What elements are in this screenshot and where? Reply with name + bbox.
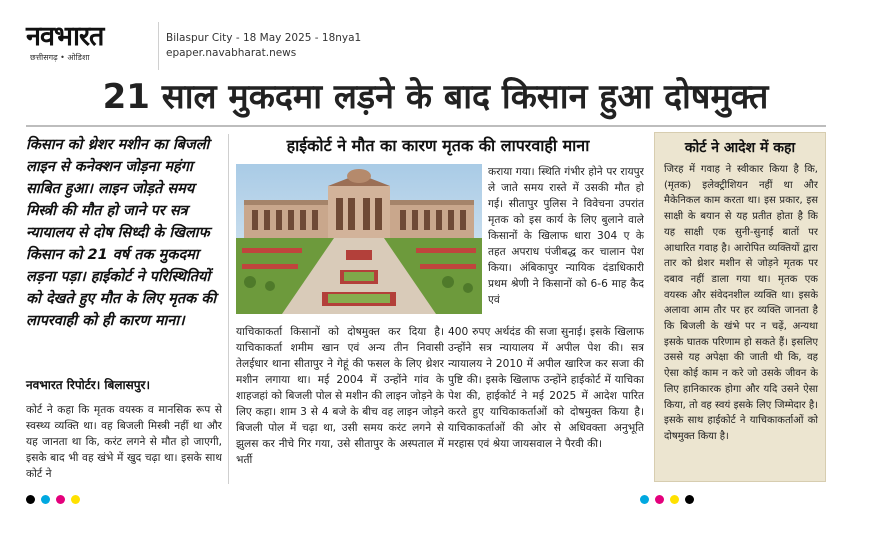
- registration-dot: [26, 495, 35, 504]
- logo-wordmark: नवभारत: [26, 21, 104, 52]
- main-headline: 21 साल मुकदमा लड़ने के बाद किसान हुआ दोषमुक्त: [102, 77, 769, 117]
- registration-dot: [670, 495, 679, 504]
- high-court-photo: [236, 164, 482, 314]
- registration-dot: [640, 495, 649, 504]
- article-column-4: 400 रुपए अर्थदंड की सजा सुनाई। इसके खिलाफ उन्होंने सत्र न्यायालय में अपील पेश की। सत्र न्यायालय ने 2010 में अपील खारिज कर सजा की पुष्टि की। इसके खिलाफ उन्होंने हाईकोर्ट में याचिका पेश की, हाईकोर्ट ने मई 2025 में आदेश पारित करते हुए याचिकाकर्ताओं को दोषमुक्त किया है। याचिकाकर्ताओं की ओर से अधिवक्ता अनुभूति मरहास एवं श्रेया जायसवाल ने पैरवी की।: [448, 326, 644, 450]
- epaper-site: epaper.navabharat.news: [166, 47, 297, 59]
- logo-region: छत्तीसगढ़ • ओडिशा: [30, 53, 90, 62]
- registration-dot: [41, 495, 50, 504]
- column-divider: [228, 134, 229, 484]
- high-court-illustration: [236, 164, 482, 314]
- newspaper-logo: [26, 22, 159, 70]
- registration-marks-right: [640, 489, 700, 508]
- registration-dot: [685, 495, 694, 504]
- edition-info: [166, 31, 361, 61]
- article-column-3: याचिकाकर्ता किसानों को दोषमुक्त कर दिया है। याचिकाकर्ता शमीम खान एवं अन्य तीन निवासी तेलईधार थाना सीतापुर ने गेहूं की फसल के लिए थ्रेशर मशीन लगाया था। मई 2004 में उन्होंने गांव के शाहजहां को बिजली पोल से मशीन की लाइन जोड़ने के लिए कहा। शाम 3 से 4 बजे के बीच वह लाइन जोड़ने बिजली पोल में चढ़ा था, उसी समय करंट लगने से झुलस कर नीचे गिर गया, उसे सीतापुर के अस्पताल में भर्ती: [236, 326, 444, 466]
- sidebar-text: जिरह में गवाह ने स्वीकार किया है कि, (मृतक) इलेक्ट्रीशियन नहीं था और मैकेनिकल काम करता था। इस प्रकार, इस साक्षी के बयान से यह प्रतीत होता है कि यह साक्षी एक सुनी-सुनाई बातों पर आधारित गवाह है। आरोपित व्यक्तियों द्वारा तार को थ्रेशर मशीन से जोड़ने मृतक पर दबाव नहीं डाला गया था। मृतक एक वयस्क और संवेदनशील व्यक्ति था। इसके अलावा आम तौर पर हर व्यक्ति जानता है कि बिजली के खंभे पर न चढ़ें, अन्यथा इसके घातक परिणाम हो सकते हैं। इसलिए उससे यह अपेक्षा की जाती थी कि, वह ऐसा कोई काम न करे जो उसके जीवन के लिए हानिकारक होगा और यदि उसने ऐसा किया, तो वह स्वयं इसके लिए जिम्मेदार है। इसके साथ हाईकोर्ट ने याचिकाकर्ताओं को दोषमुक्त किया है।: [664, 164, 818, 442]
- registration-dot: [56, 495, 65, 504]
- sub-headline: हाईकोर्ट ने मौत का कारण मृतक की लापरवाही माना: [286, 136, 590, 155]
- registration-dot: [655, 495, 664, 504]
- article-column-2: कराया गया। स्थिति गंभीर होने पर रायपुर ले जाते समय रास्ते में उसकी मौत हो गई। सीतापुर पुलिस ने विवेचना उपरांत मृतक को इस कार्य के लिए बुलाने वाले किसानों के खिलाफ धारा 304 ए के तहत अपराध पंजीबद्ध कर चालान पेश किया। अंबिकापुर न्यायिक दंडाधिकारी प्रथम श्रेणी ने किसानों को 6-6 माह कैद एवं: [488, 166, 644, 306]
- byline: नवभारत रिपोर्टर। बिलासपुर।: [26, 378, 151, 392]
- article-column-1: कोर्ट ने कहा कि मृतक वयस्क व मानसिक रूप से स्वस्थ्य व्यक्ति था। वह बिजली मिस्त्री नहीं था और यह जानता था कि, करंट लगने से मौत हो जाएगी, इसके बाद भी वह खंभे में खुद चढ़ा था। इसके साथ कोर्ट ने: [26, 404, 222, 480]
- registration-marks-left: [26, 489, 86, 508]
- lead-summary: किसान को थ्रेशर मशीन का बिजली लाइन से कनेक्शन जोड़ना महंगा साबित हुआ। लाइन जोड़ते समय मिस्त्री की मौत हो जाने पर सत्र न्यायालय से दोष सिध्दी के खिलाफ किसान को 21 वर्ष तक मुकदमा लड़ना पड़ा। हाईकोर्ट ने परिस्थितियों को देखते हुए मौत के लिए मृतक की लापरवाही को ही कारण माना।: [26, 137, 217, 329]
- sidebar-title: कोर्ट ने आदेश में कहा: [684, 140, 796, 156]
- headline-rule: [26, 125, 826, 127]
- registration-dot: [71, 495, 80, 504]
- edition-line: Bilaspur City - 18 May 2025 - 18nya1: [166, 32, 362, 44]
